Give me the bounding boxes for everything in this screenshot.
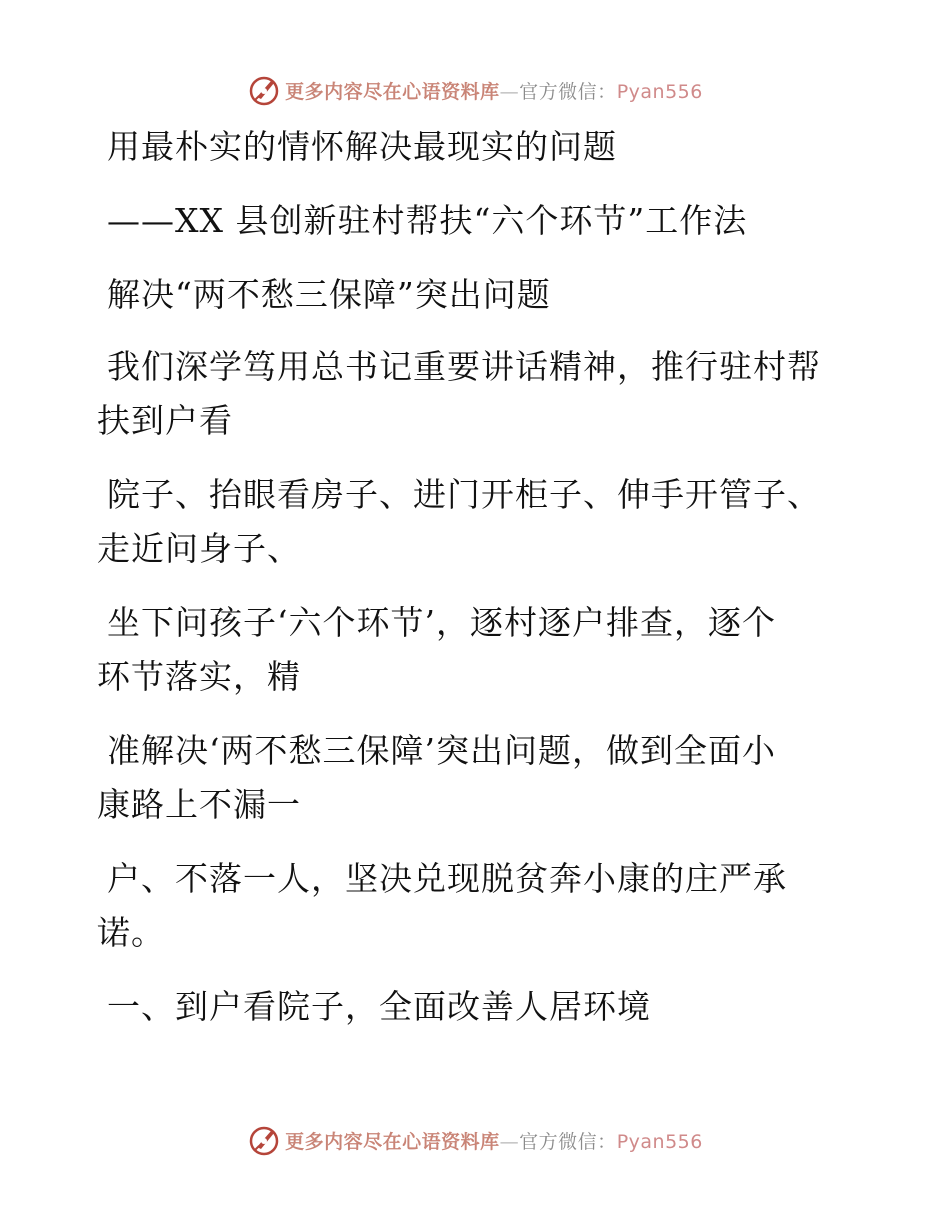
document-subtitle-1: ——XX 县创新驻村帮扶“六个环节”工作法: [107, 201, 748, 240]
paragraph-4-line-2: 康路上不漏一: [97, 785, 301, 824]
document-subtitle-2: 解决“两不愁三保障”突出问题: [107, 275, 551, 314]
document-body: [97, 118, 837, 1025]
paragraph-2-line-1: 院子、抬眼看房子、进门开柜子、伸手开管子、: [107, 475, 821, 514]
header-banner: [0, 70, 950, 110]
paragraph-1-line-1: 我们深学笃用总书记重要讲话精神，推行驻村帮: [107, 347, 821, 386]
section-1-heading: 一、到户看院子，全面改善人居环境: [107, 987, 651, 1026]
quill-pen-logo-icon: [247, 73, 281, 107]
paragraph-3-line-2: 环节落实，精: [97, 657, 301, 696]
header-banner-wechat-label: 官方微信：: [519, 80, 617, 103]
paragraph-5-line-1: 户、不落一人，坚决兑现脱贫奔小康的庄严承: [107, 859, 787, 898]
document-title: 用最朴实的情怀解决最现实的问题: [107, 127, 617, 166]
footer-banner-separator: —: [499, 1130, 520, 1153]
paragraph-3-line-1: 坐下问孩子‘六个环节’，逐村逐户排查，逐个: [107, 603, 776, 642]
paragraph-1-line-2: 扶到户看: [97, 401, 233, 440]
quill-pen-logo-icon: [247, 1123, 281, 1157]
header-banner-main: 更多内容尽在心语资料库: [285, 80, 500, 103]
paragraph-2-line-2: 走近问身子、: [97, 529, 301, 568]
paragraph-5-line-2: 诺。: [97, 913, 165, 952]
footer-banner-wechat-label: 官方微信：: [519, 1130, 617, 1153]
footer-banner-main: 更多内容尽在心语资料库: [285, 1130, 500, 1153]
header-banner-wechat-id: Pyan556: [616, 80, 703, 103]
paragraph-4-line-1: 准解决‘两不愁三保障’突出问题，做到全面小: [107, 731, 776, 770]
header-banner-text: [285, 77, 703, 104]
footer-banner-wechat-id: Pyan556: [616, 1130, 703, 1153]
footer-banner-text: [285, 1127, 703, 1154]
header-banner-separator: —: [499, 80, 520, 103]
footer-banner: [0, 1120, 950, 1160]
